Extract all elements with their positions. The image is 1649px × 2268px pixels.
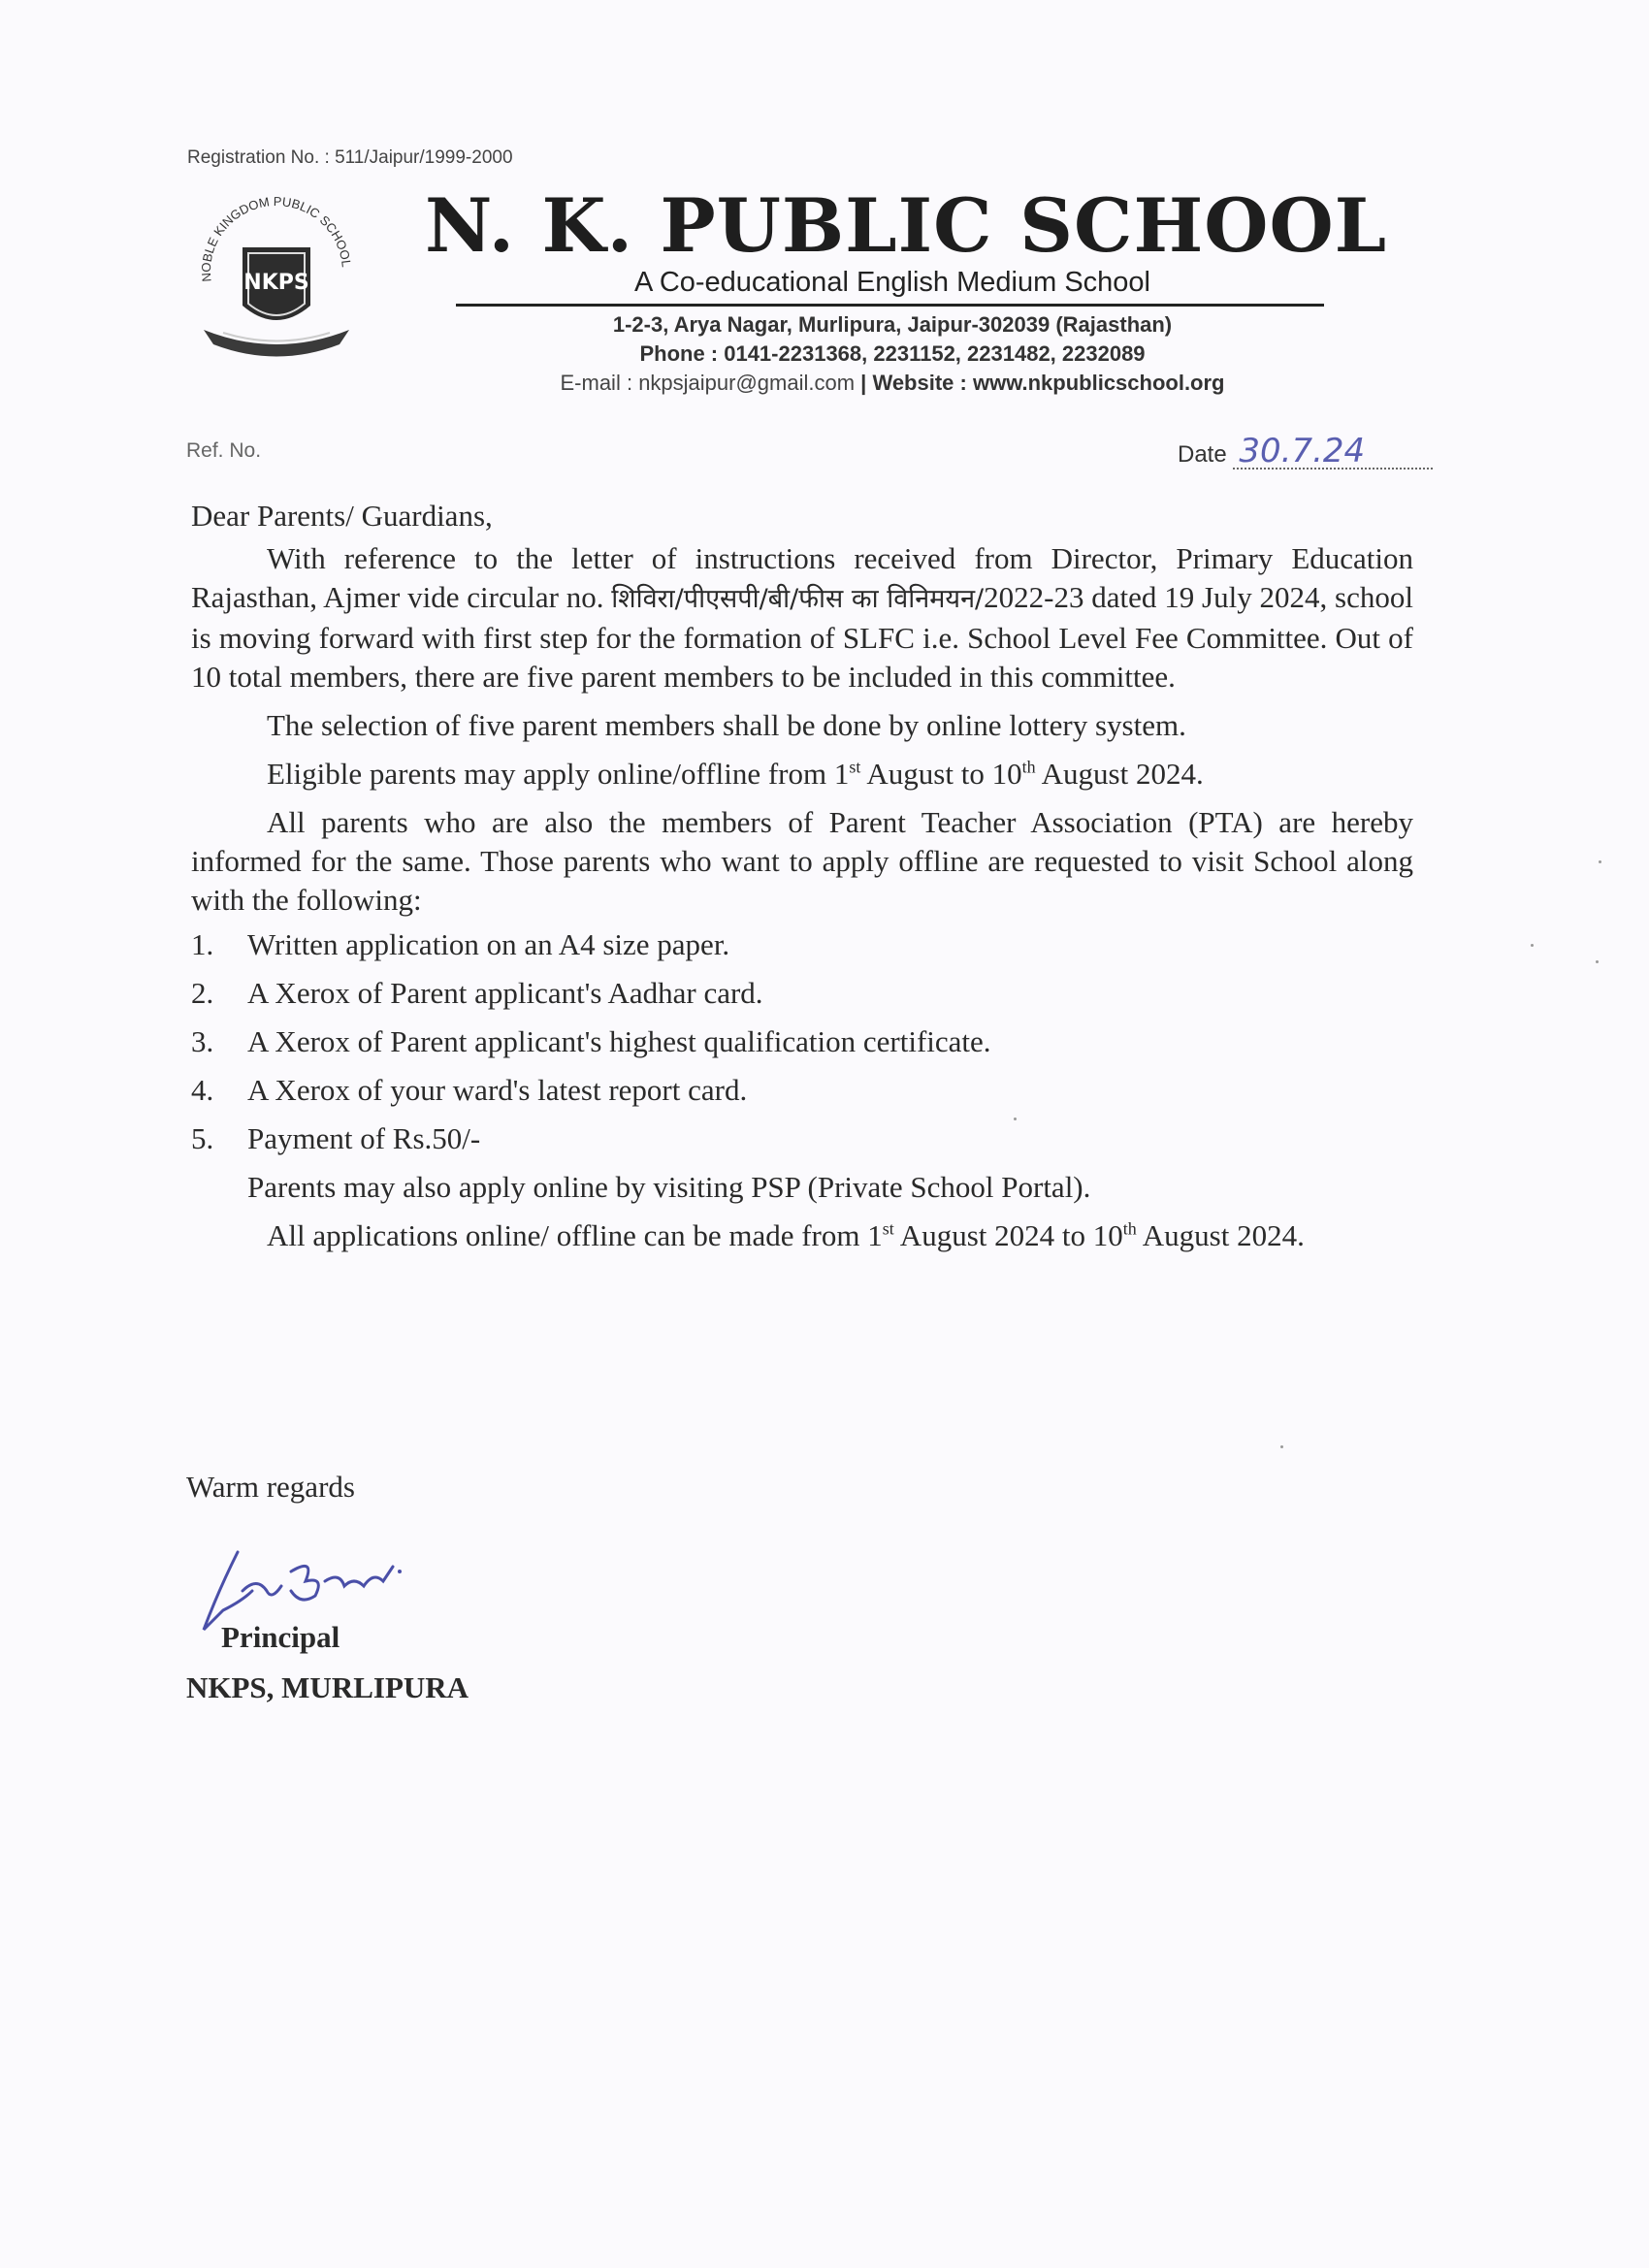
list-item-text: A Xerox of Parent applicant's Aadhar card. (247, 976, 763, 1010)
signatory-title: Principal (221, 1620, 340, 1654)
eligibility-sup-2: th (1021, 757, 1036, 777)
list-item (191, 1022, 1413, 1061)
school-name: N. K. PUBLIC SCHOOL (425, 182, 1388, 269)
paragraph-selection: The selection of five parent members shall be done by online lottery system. (267, 708, 1186, 742)
list-item (191, 974, 1413, 1013)
eligibility-text-3: August 2024. (1035, 757, 1204, 791)
list-item (191, 1071, 1413, 1110)
paragraph-circular-part2: 2022-23 dated 19 July 2024, school is moving forward with first step for the formation of SLFC i.e. School Level Fee Committee. Out of 10 total members, there are five parent members to be included in this committee. (191, 580, 1413, 694)
registration-number: Registration No. : 511/Jaipur/1999-2000 (187, 147, 513, 168)
scan-speck (1280, 1445, 1283, 1448)
list-item (191, 1119, 1413, 1158)
eligibility-sup-1: st (849, 757, 861, 777)
date-label: Date (1178, 441, 1227, 468)
list-item-number: 3. (191, 1024, 214, 1058)
school-email-website (456, 369, 1329, 398)
scan-speck (1014, 1118, 1017, 1120)
signatory-school: NKPS, MURLIPURA (186, 1670, 469, 1704)
header-divider (456, 304, 1324, 307)
list-item-text: Written application on an A4 size paper. (247, 927, 730, 961)
school-contact-block (456, 310, 1329, 398)
list-item-number: 5. (191, 1121, 214, 1155)
crest-shield-text: NKPS (243, 271, 309, 295)
salutation: Dear Parents/ Guardians, (191, 499, 493, 533)
eligibility-text-2: August to 10 (860, 757, 1022, 791)
contact-separator: | (860, 371, 867, 395)
closing-regards: Warm regards (186, 1470, 355, 1504)
date-value: 30.7.24 (1233, 435, 1433, 470)
list-item-text: Payment of Rs.50/- (247, 1121, 481, 1155)
reference-number-label: Ref. No. (186, 439, 262, 462)
website-label: Website : (872, 371, 967, 395)
crest-ring-text: NOBLE KINGDOM PUBLIC SCHOOL (198, 193, 354, 283)
paragraph-eligibility (191, 755, 1413, 794)
list-item-text: A Xerox of Parent applicant's highest qualification certificate. (247, 1024, 991, 1058)
eligibility-text-1: Eligible parents may apply online/offline from 1 (267, 757, 850, 791)
dates-text-3: August 2024. (1136, 1218, 1305, 1252)
school-address: 1-2-3, Arya Nagar, Murlipura, Jaipur-302039 (Rajasthan) (612, 312, 1173, 337)
list-item (191, 925, 1413, 964)
school-tagline: A Co-educational English Medium School (634, 267, 1150, 298)
circular-number-hindi: शिविरा/पीएसपी/बी/फीस का विनिमयन/ (611, 584, 985, 614)
school-crest-icon (184, 189, 369, 364)
website-address: www.nkpublicschool.org (972, 371, 1225, 395)
dates-text-1: All applications online/ offline can be made from 1 (267, 1218, 883, 1252)
requirements-list (191, 925, 1413, 1158)
email-label: E-mail : (560, 371, 633, 395)
letter-body (191, 497, 1413, 1265)
list-item-number: 4. (191, 1073, 214, 1107)
dates-sup-1: st (882, 1218, 894, 1239)
email-address: nkpsjaipur@gmail.com (638, 371, 856, 395)
scan-speck (1596, 960, 1599, 963)
scan-speck (1531, 944, 1534, 947)
paragraph-dates (191, 1216, 1413, 1255)
paragraph-circular (191, 539, 1413, 697)
paragraph-online: Parents may also apply online by visiting PSP (Private School Portal). (247, 1170, 1091, 1204)
school-phone: Phone : 0141-2231368, 2231152, 2231482, 2232089 (639, 341, 1146, 366)
list-item-number: 1. (191, 927, 214, 961)
date-field (1178, 432, 1433, 470)
paragraph-pta: All parents who are also the members of Parent Teacher Association (PTA) are hereby informed for the same. Those parents who want to apply offline are requested to visit School along with the following: (191, 805, 1413, 917)
scan-speck (1599, 860, 1601, 863)
list-item-text: A Xerox of your ward's latest report card. (247, 1073, 748, 1107)
dates-sup-2: th (1122, 1218, 1137, 1239)
list-item-number: 2. (191, 976, 214, 1010)
paragraph-circular-part1: With reference to the letter of instructions received from Director, Primary Education Rajasthan, Ajmer vide circular no. (191, 541, 1413, 614)
dates-text-2: August 2024 to 10 (893, 1218, 1123, 1252)
